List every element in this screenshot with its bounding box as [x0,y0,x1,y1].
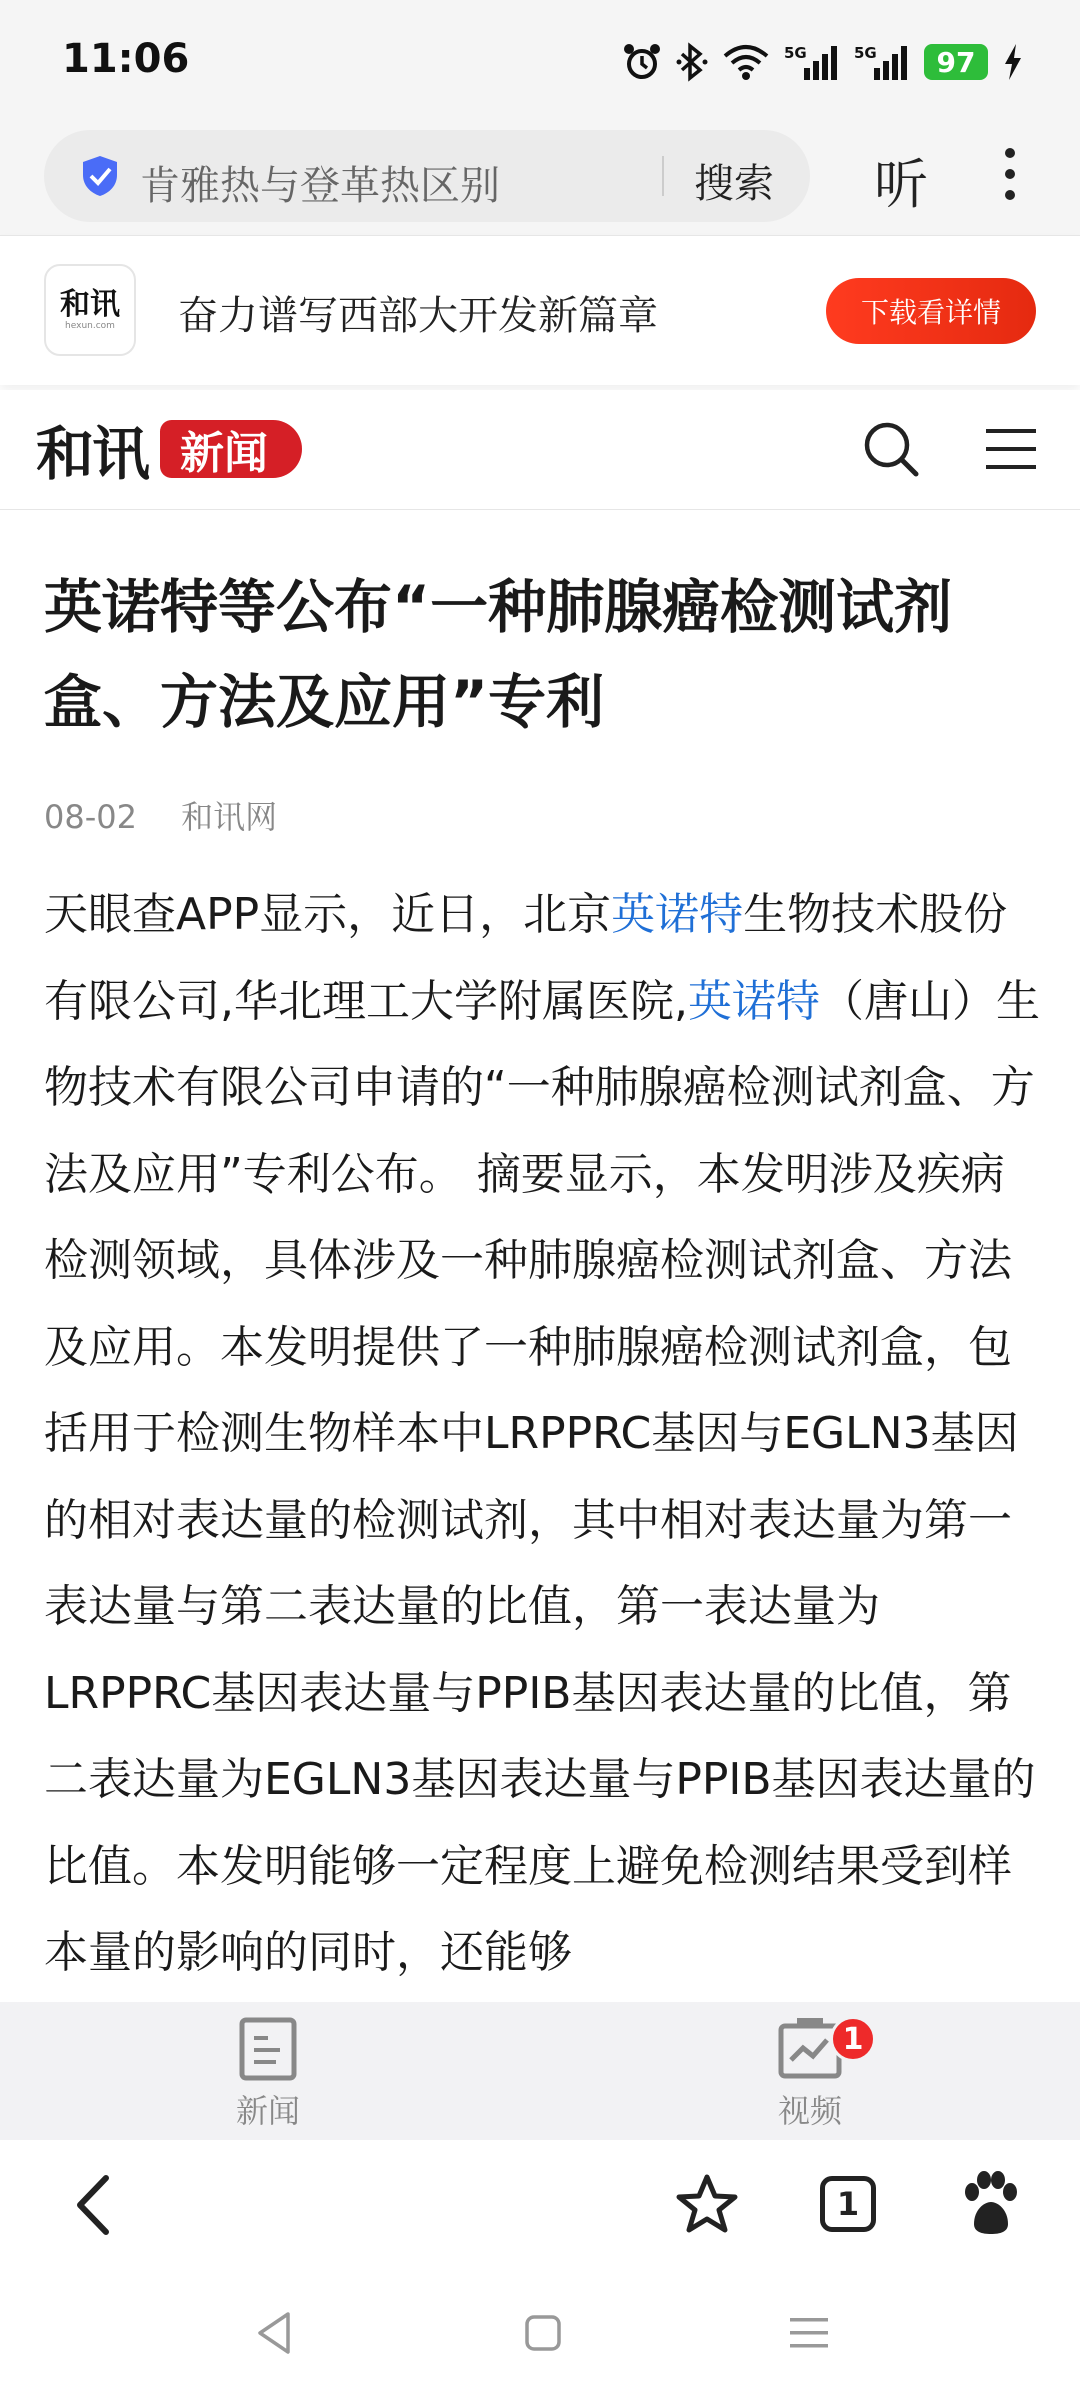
search-box[interactable] [44,130,810,222]
body-text-2: 生物技术股份有限公司,华北理工大学附属医院, [44,889,1008,1027]
content-tab-bar [0,2002,1080,2140]
promo-logo-text: 和讯 [60,287,120,322]
body-text-1: 天眼查APP显示，近日，北京 [44,889,612,940]
company-link-innovita-2[interactable]: 英诺特 [687,975,820,1027]
network-label-1: 5G [784,44,807,62]
shield-icon [80,154,120,198]
back-arrow-icon[interactable] [68,2170,118,2240]
search-icon[interactable] [862,420,920,478]
status-time: 11:06 [62,36,190,82]
hexun-news-logo[interactable] [36,418,302,488]
article-source[interactable]: 和讯网 [181,798,278,836]
menu-icon[interactable] [984,424,1038,474]
company-link-innovita[interactable]: 英诺特 [611,889,744,940]
site-header [0,390,1080,510]
tab-switcher-button[interactable]: 1 [820,2176,876,2232]
article-body [44,872,1044,1997]
bookmark-star-icon[interactable] [674,2172,740,2238]
video-notification-badge: 1 [830,2016,876,2062]
alarm-icon [622,42,662,82]
download-details-button[interactable]: 下载看详情 [826,278,1036,344]
tab-news[interactable] [168,2016,368,2136]
status-bar [0,0,1080,120]
body-text-3: （唐山）生物技术有限公司申请的“一种肺腺癌检测试剂盒、方法及应用”专利公布。 摘要显示，本发明涉及疾病检测领域，具体涉及一种肺腺癌检测试剂盒、方法及应用。本发明提供了一种肺腺癌检测试剂盒，包括用于检测生物样本中LRPPRC基因与EGLN3基因的相对表达量的检测试剂，其中相对表达量为第一表达量与第二表达量的比值，第一表达量为LRPPRC基因表达量与PPIB基因表达量的比值，第二表达量为EGLN3基因表达量与PPIB基因表达量的比值。本发明能够一定程度上避免检测结果受到样本量的影响的同时，还能够 [44,975,1040,1978]
search-button[interactable]: 搜索 [694,161,774,207]
network-label-2: 5G [854,44,877,62]
browser-toolbar [0,2140,1080,2270]
article-meta [44,792,311,838]
search-input[interactable]: 肯雅热与登革热区别 [140,163,500,209]
nav-back-icon[interactable] [254,2310,294,2356]
app-promo-banner[interactable] [0,235,1080,385]
browser-search-row [0,120,1080,235]
promo-headline[interactable]: 奋力谱写西部大开发新篇章 [178,293,658,339]
news-icon [238,2016,298,2082]
tab-video[interactable] [710,2016,910,2136]
listen-button[interactable]: 听 [874,153,928,216]
signal-5g-icon-2 [854,42,910,82]
site-logo-tag: 新闻 [160,420,302,478]
article-title: 英诺特等公布“一种肺腺癌检测试剂盒、方法及应用”专利 [44,573,953,736]
nav-home-icon[interactable] [524,2314,562,2352]
status-icons [622,38,1024,86]
more-options-icon[interactable] [1000,148,1020,208]
signal-5g-icon [784,42,840,82]
system-navigation-bar [0,2270,1080,2400]
bluetooth-icon [676,42,708,82]
search-divider [662,156,664,196]
article-date: 08-02 [44,798,137,836]
site-logo-main: 和讯 [36,420,149,488]
charging-icon [1002,42,1024,82]
tab-video-label: 视频 [777,2092,842,2130]
wifi-icon [722,42,770,82]
battery-level: 97 [924,44,988,80]
hexun-app-logo [44,264,136,356]
promo-logo-sub: hexun.com [65,321,115,331]
baidu-paw-icon[interactable] [960,2168,1020,2242]
tab-news-label: 新闻 [235,2092,300,2130]
nav-recents-icon[interactable] [788,2312,830,2354]
